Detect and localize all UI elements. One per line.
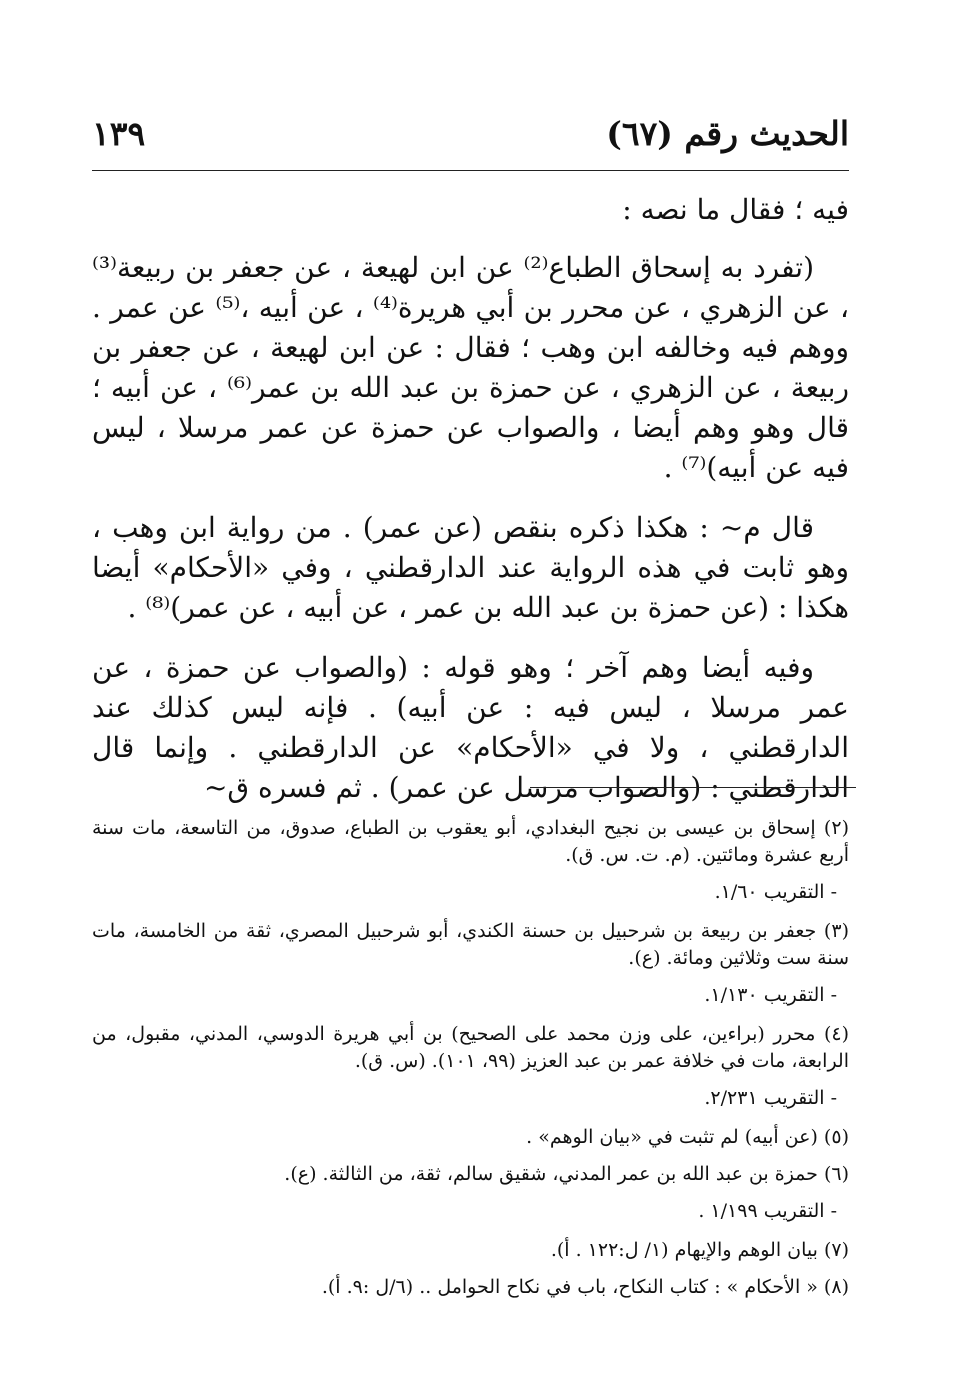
footnote-3: (٣) جعفر بن ربيعة بن شرحبيل بن حسنة الكندي، أبو شرحبيل المصري، ثقة من الخامسة، مات سنة ست وثلاثين ومائة. (ع). [92,920,849,969]
paragraph-2: (تفرد به إسحاق الطباع⁽²⁾ عن ابن لهيعة ، عن جعفر بن ربيعة⁽³⁾ ، عن الزهري ، عن محرر بن أبي هريرة⁽⁴⁾ ، عن أبيه ،⁽⁵⁾ عن عمر . ووهم فيه وخالفه ابن وهب ؛ فقال : عن ابن لهيعة ، عن جعفر بن ربيعة ، عن الزهري ، عن حمزة بن عبد الله بن عمر⁽⁶⁾ ، عن أبيه ؛ قال وهو وهم أيضا ، والصواب عن حمزة عن عمر مرسلا ، ليس فيه عن أبيه)⁽⁷⁾ . [92,251,850,484]
main-text [92,190,849,828]
footnote-8: (٨) « الأحكام » : كتاب النكاح، باب في نكاح الحوامل .. (٦/ل :٩. أ). [321,1276,849,1298]
page-number: ١٣٩ [92,114,146,153]
header-divider [92,170,849,171]
header-title: الحديث رقم (٦٧) [606,114,849,153]
footnote-divider [530,787,856,788]
footnote-4: (٤) محرر (براءين، على وزن محمد على الصحيح) بن أبي هريرة الدوسي، المدني، مقبول، من الرابعة، مات في خلافة عمر بن عبد العزيز (٩٩، ١٠١). (س. ق). [92,1023,849,1072]
page-header [92,108,849,164]
footnote-3-reference: - التقريب ١/١٣٠. [704,984,837,1006]
footnotes-section [92,815,849,1311]
footnote-4-reference: - التقريب ٢/٢٣١. [704,1087,837,1109]
footnote-7: (٧) بيان الوهم والإيهام (١/ ل:١٢٢ . أ). [550,1239,849,1261]
footnote-2-reference: - التقريب ١/٦٠. [714,881,837,903]
paragraph-3: قال م~ : هكذا ذكره بنقص (عن عمر) . من رواية ابن وهب ، وهو ثابت في هذه الرواية عند الدارقطني ، وفي «الأحكام» أيضا هكذا : (عن حمزة بن عبد الله بن عمر ، عن أبيه ، عن عمر)⁽⁸⁾ . [92,511,849,624]
footnote-5: (٥) (عن أبيه) لم تثبت في «بيان الوهم» . [526,1126,849,1148]
paragraph-4: وفيه أيضا وهم آخر ؛ وهو قوله : (والصواب عن حمزة ، عن عمر مرسلا ، ليس فيه : عن أبيه) . فإنه ليس كذلك عند الدارقطني ، ولا في «الأحكام» عن الدارقطني . وإنما قال الدارقطني : (والصواب مرسل عن عمر) . ثم فسره ق~ [92,651,849,804]
paragraph-1: فيه ؛ فقال ما نصه : [622,193,849,226]
footnote-2: (٢) إسحاق بن عيسى بن نجيح البغدادي، أبو يعقوب بن الطباع، صدوق، من التاسعة، مات سنة أربع عشرة ومائتين. (م. ت. س. ق). [92,817,849,866]
footnote-6-reference: - التقريب ١/١٩٩ . [698,1200,837,1222]
footnote-6: (٦) حمزة بن عبد الله بن عمر المدني، شقيق سالم، ثقة، من الثالثة. (ع). [284,1163,849,1185]
